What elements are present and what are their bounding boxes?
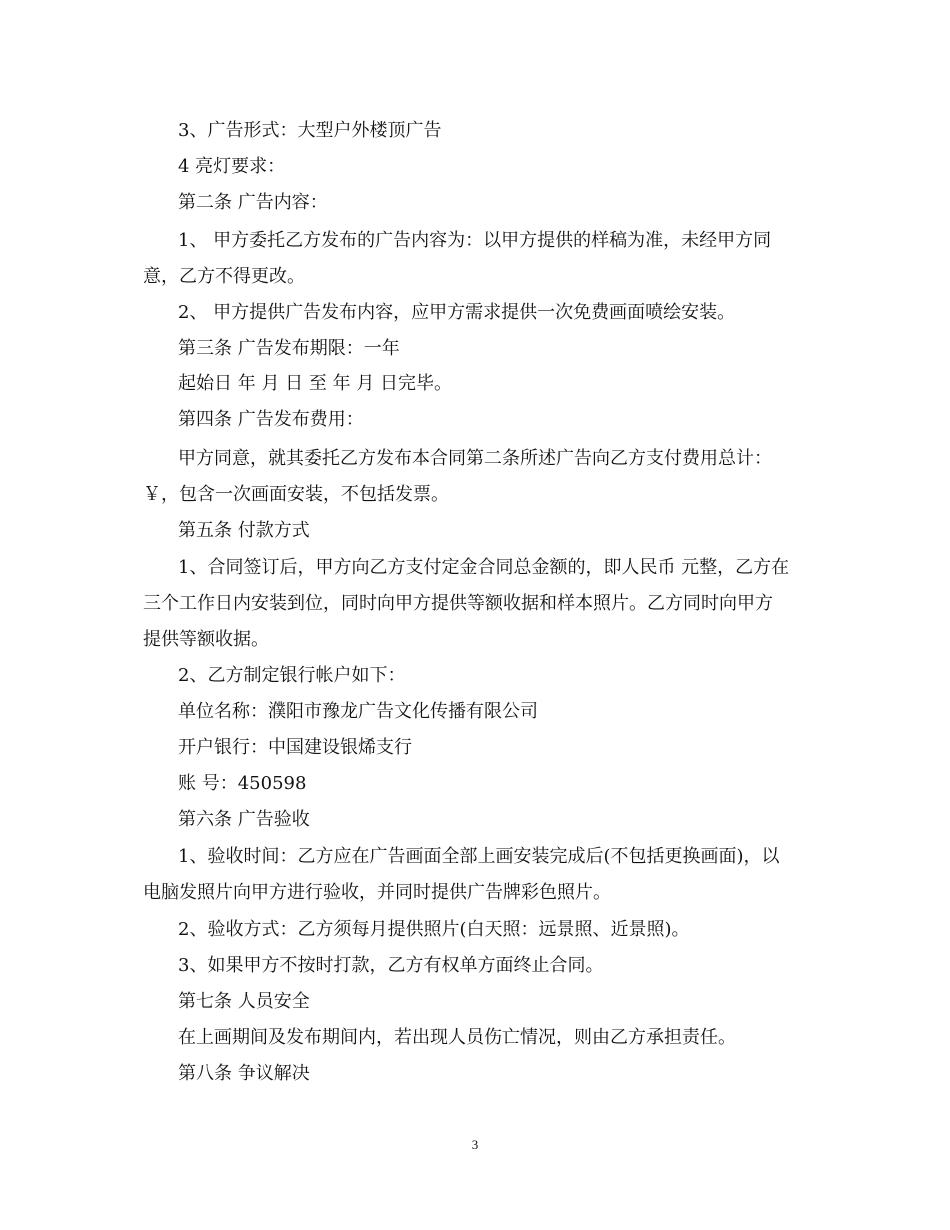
text-line: 在上画期间及发布期间内，若出现人员伤亡情况，则由乙方承担责任。 <box>178 1027 736 1048</box>
section-heading: 第六条 广告验收 <box>178 809 310 830</box>
section-heading: 第三条 广告发布期限：一年 <box>178 338 400 359</box>
text-line: 3、如果甲方不按时打款，乙方有权单方面终止合同。 <box>178 955 604 976</box>
text-line: 三个工作日内安装到位，同时向甲方提供等额收据和样本照片。乙方同时向甲方 <box>143 593 773 614</box>
text-line: 提供等额收据。 <box>143 629 269 650</box>
text-line: 意，乙方不得更改。 <box>143 266 305 287</box>
section-heading: 第二条 广告内容： <box>178 192 328 213</box>
text-line: 3、广告形式：大型户外楼顶广告 <box>178 120 442 141</box>
page-number: 3 <box>471 1137 479 1152</box>
section-heading: 第五条 付款方式 <box>178 520 310 541</box>
text-line: ￥，包含一次画面安装，不包括发票。 <box>143 484 449 505</box>
section-heading: 第八条 争议解决 <box>178 1063 310 1084</box>
text-line: 1、合同签订后，甲方向乙方支付定金合同总金额的，即人民币 元整，乙方在 <box>178 557 790 578</box>
text-line: 账 号：450598 <box>178 773 307 794</box>
text-line: 2、 甲方提供广告发布内容，应甲方需求提供一次免费画面喷绘安装。 <box>178 302 736 323</box>
section-heading: 第七条 人员安全 <box>178 991 310 1012</box>
text-line: 甲方同意，就其委托乙方发布本合同第二条所述广告向乙方支付费用总计： <box>178 448 772 469</box>
text-line: 单位名称：濮阳市豫龙广告文化传播有限公司 <box>178 701 538 722</box>
text-line: 1、验收时间：乙方应在广告画面全部上画安装完成后(不包括更换画面)，以 <box>178 846 780 867</box>
text-line: 起始日 年 月 日 至 年 月 日完毕。 <box>178 373 453 394</box>
text-line: 2、验收方式：乙方须每月提供照片(白天照：远景照、近景照)。 <box>178 919 690 940</box>
text-line: 开户银行：中国建设银烯支行 <box>178 737 412 758</box>
text-line: 1、 甲方委托乙方发布的广告内容为：以甲方提供的样稿为准，未经甲方同 <box>178 230 772 251</box>
section-heading: 第四条 广告发布费用： <box>178 409 364 430</box>
text-line: 2、乙方制定银行帐户如下： <box>178 665 406 686</box>
text-line: 电脑发照片向甲方进行验收，并同时提供广告牌彩色照片。 <box>143 882 611 903</box>
text-line: 4 亮灯要求： <box>178 156 286 177</box>
